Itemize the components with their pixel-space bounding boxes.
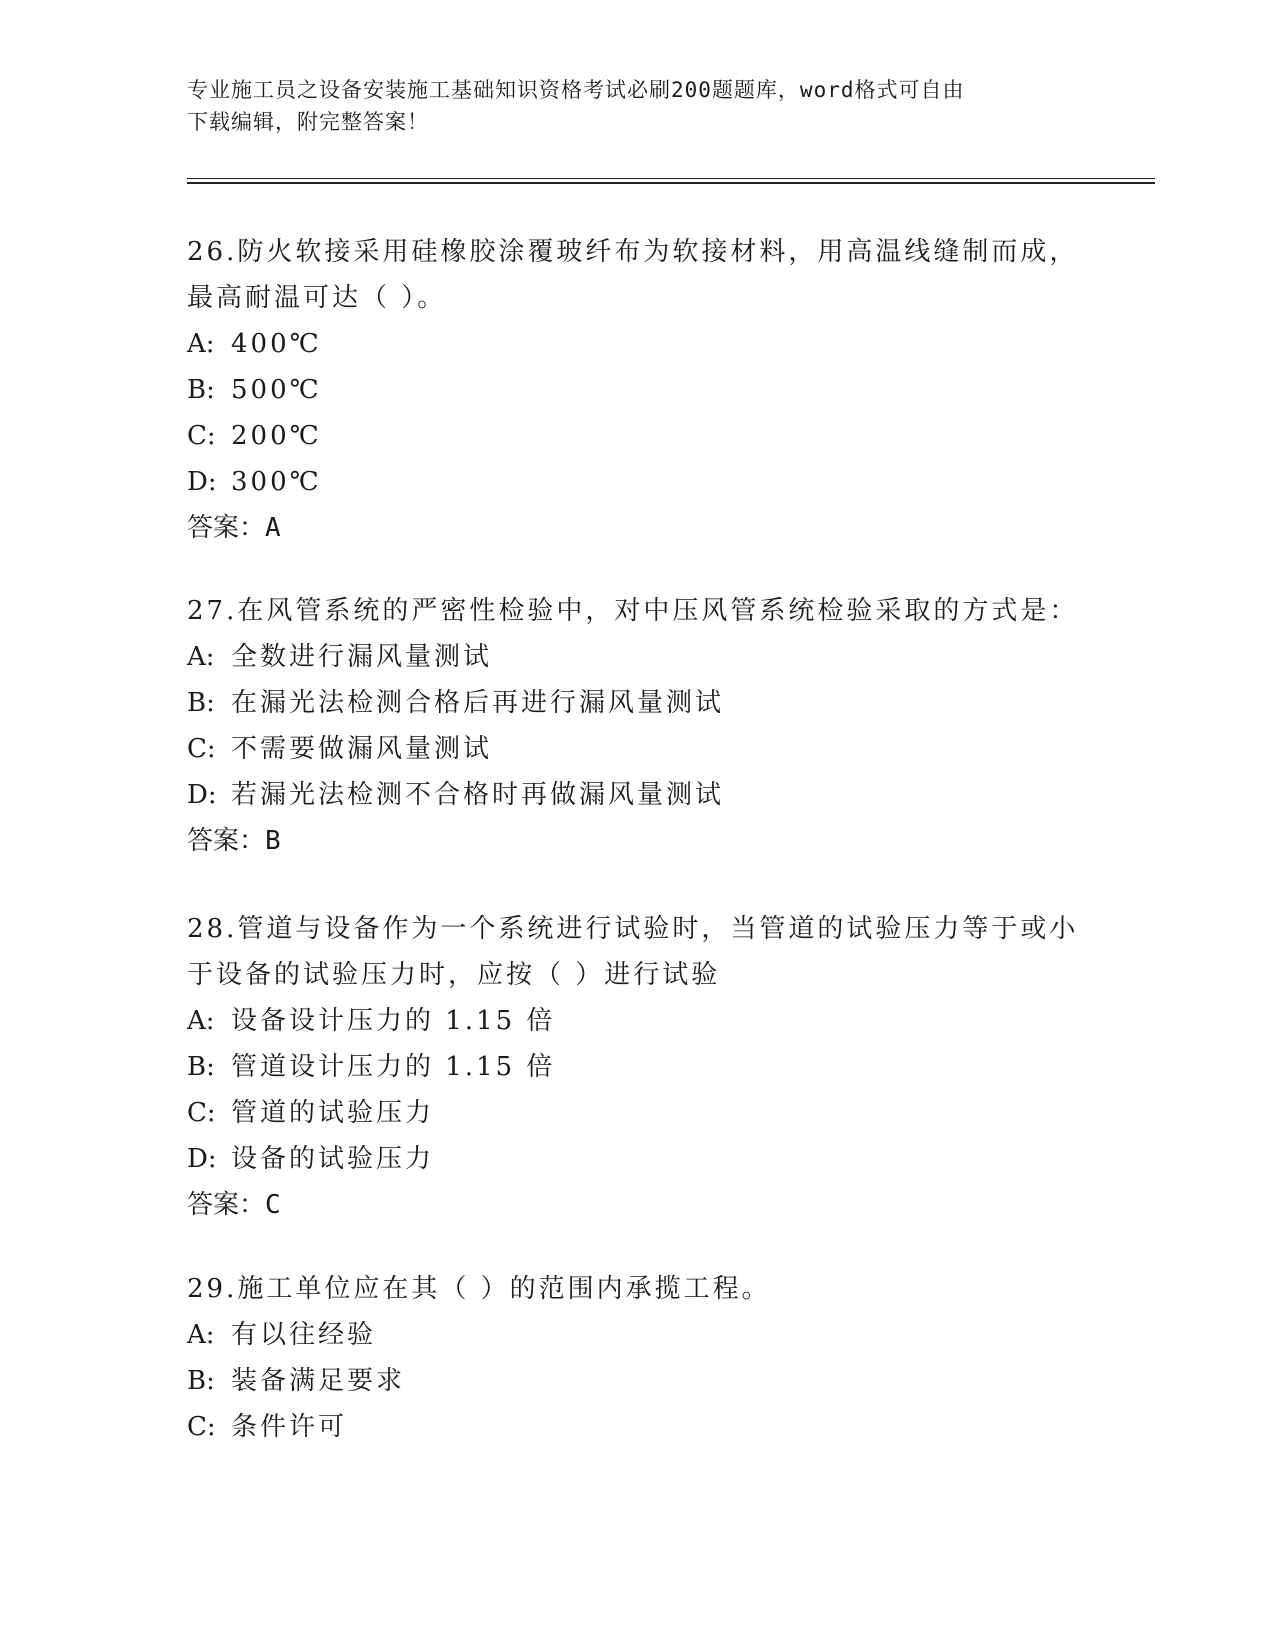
option-letter: A: bbox=[187, 329, 215, 359]
option-text: 若漏光法检测不合格时再做漏风量测试 bbox=[231, 780, 725, 810]
option-letter: D: bbox=[187, 1144, 217, 1174]
option-letter: C: bbox=[187, 734, 216, 764]
option-b bbox=[187, 1358, 1087, 1404]
option-b bbox=[187, 1044, 1087, 1090]
option-a bbox=[187, 321, 1087, 367]
option-a bbox=[187, 634, 1087, 680]
option-text: 500℃ bbox=[231, 375, 322, 405]
question-28 bbox=[187, 906, 1087, 1228]
option-text: 管道的试验压力 bbox=[231, 1098, 435, 1128]
header-divider-thin bbox=[187, 178, 1155, 179]
option-letter: B: bbox=[187, 375, 215, 405]
option-letter: B: bbox=[187, 688, 215, 718]
option-c bbox=[187, 1404, 1087, 1450]
header-divider-thick bbox=[187, 182, 1155, 184]
document-header bbox=[187, 74, 1087, 138]
option-text: 在漏光法检测合格后再进行漏风量测试 bbox=[231, 688, 725, 718]
option-text: 不需要做漏风量测试 bbox=[231, 734, 493, 764]
question-27 bbox=[187, 588, 1087, 864]
option-text: 条件许可 bbox=[231, 1412, 348, 1442]
answer-line: 答案：C bbox=[187, 1190, 281, 1220]
option-letter: C: bbox=[187, 1412, 216, 1442]
option-d bbox=[187, 1136, 1087, 1182]
question-26 bbox=[187, 229, 1087, 551]
option-text: 400℃ bbox=[231, 329, 322, 359]
option-letter: A: bbox=[187, 642, 215, 672]
option-d bbox=[187, 772, 1087, 818]
option-letter: B: bbox=[187, 1052, 215, 1082]
option-a bbox=[187, 1312, 1087, 1358]
option-text: 全数进行漏风量测试 bbox=[231, 642, 493, 672]
option-c bbox=[187, 726, 1087, 772]
option-text: 装备满足要求 bbox=[231, 1366, 406, 1396]
option-text: 设备的试验压力 bbox=[231, 1144, 435, 1174]
header-line-1: 专业施工员之设备安装施工基础知识资格考试必刷200题题库，word格式可自由 bbox=[187, 78, 965, 102]
option-letter: D: bbox=[187, 467, 217, 497]
option-b bbox=[187, 367, 1087, 413]
question-stem: 26.防火软接采用硅橡胶涂覆玻纤布为软接材料，用高温线缝制而成， bbox=[187, 237, 1079, 267]
question-stem-continued: 于设备的试验压力时，应按（ ）进行试验 bbox=[187, 960, 721, 990]
option-b bbox=[187, 680, 1087, 726]
option-d bbox=[187, 459, 1087, 505]
option-text: 设备设计压力的 1.15 倍 bbox=[231, 1006, 556, 1036]
question-29 bbox=[187, 1266, 1087, 1450]
option-text: 300℃ bbox=[231, 467, 322, 497]
option-c bbox=[187, 1090, 1087, 1136]
option-text: 管道设计压力的 1.15 倍 bbox=[231, 1052, 556, 1082]
option-letter: B: bbox=[187, 1366, 215, 1396]
question-stem: 29.施工单位应在其（ ）的范围内承揽工程。 bbox=[187, 1274, 771, 1304]
answer-line: 答案：B bbox=[187, 826, 281, 856]
option-c bbox=[187, 413, 1087, 459]
header-line-2: 下载编辑，附完整答案！ bbox=[187, 110, 429, 134]
option-letter: A: bbox=[187, 1320, 215, 1350]
option-letter: C: bbox=[187, 421, 216, 451]
option-text: 200℃ bbox=[231, 421, 322, 451]
question-stem: 27.在风管系统的严密性检验中，对中压风管系统检验采取的方式是： bbox=[187, 596, 1079, 626]
option-letter: A: bbox=[187, 1006, 215, 1036]
question-stem-continued: 最高耐温可达（ ）。 bbox=[187, 283, 447, 313]
answer-line: 答案：A bbox=[187, 513, 281, 543]
question-stem: 28.管道与设备作为一个系统进行试验时，当管道的试验压力等于或小 bbox=[187, 914, 1079, 944]
option-text: 有以往经验 bbox=[231, 1320, 377, 1350]
option-letter: C: bbox=[187, 1098, 216, 1128]
option-letter: D: bbox=[187, 780, 217, 810]
option-a bbox=[187, 998, 1087, 1044]
